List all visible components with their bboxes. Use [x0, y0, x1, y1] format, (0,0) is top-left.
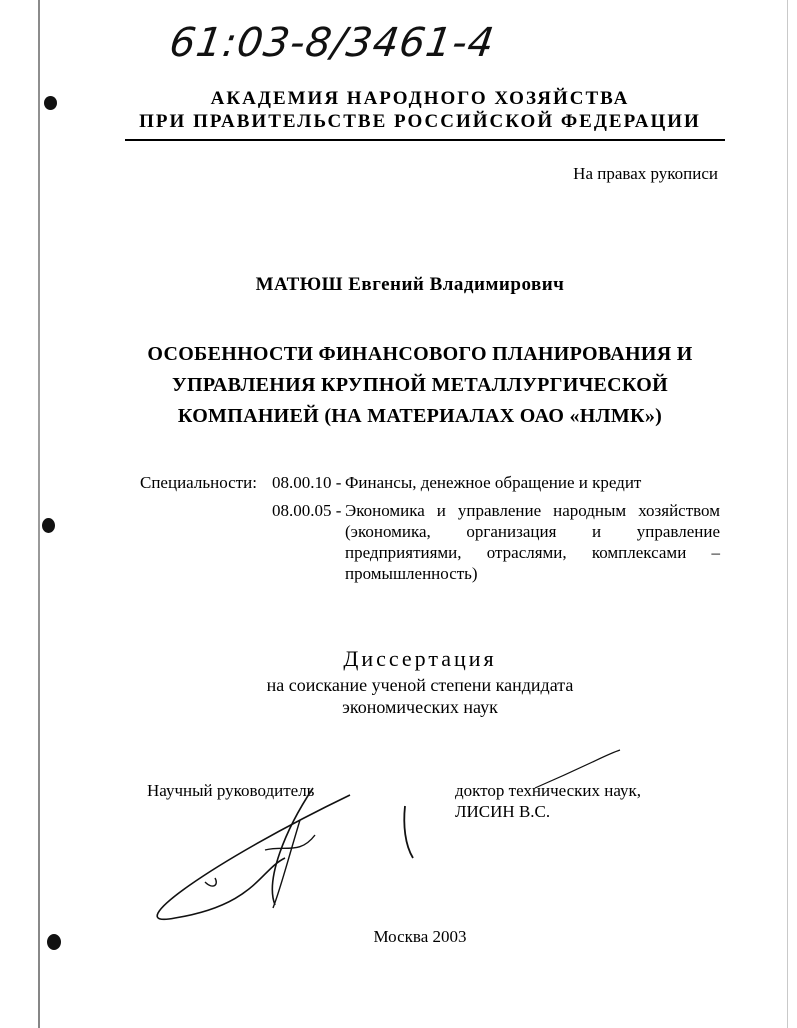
supervisor-degree: доктор технических наук,: [455, 781, 642, 800]
specialty-description: Экономика и управление народным хозяйством: [345, 501, 720, 520]
dissertation-title-line3: КОМПАНИЕЙ (НА МАТЕРИАЛАХ ОАО «НЛМК»): [177, 405, 663, 427]
scan-edge-left: [38, 0, 40, 1028]
dissertation-title-line2: УПРАВЛЕНИЯ КРУПНОЙ МЕТАЛЛУРГИЧЕСКОЙ: [172, 374, 668, 396]
scan-edge-right: [787, 0, 788, 1028]
degree-line1: на соискание ученой степени кандидата: [266, 675, 574, 695]
punch-hole-mark: [42, 518, 55, 533]
signature-image: [135, 740, 635, 940]
specialty-description: (экономика, организация и управление: [345, 522, 720, 541]
degree-line2: экономических наук: [342, 697, 498, 717]
dissertation-title-line1: ОСОБЕННОСТИ ФИНАНСОВОГО ПЛАНИРОВАНИЯ И: [147, 343, 693, 365]
specialty-code: 08.00.05 -: [272, 501, 342, 520]
supervisor-label: Научный руководитель: [147, 781, 315, 800]
specialty-description: предприятиями, отраслями, комплексами –: [345, 543, 720, 562]
manuscript-rights-note: На правах рукописи: [573, 164, 718, 183]
academy-name-line2: ПРИ ПРАВИТЕЛЬСТВЕ РОССИЙСКОЙ ФЕДЕРАЦИИ: [139, 111, 701, 132]
handwritten-archive-code: 61:03-8/3461-4: [166, 20, 498, 66]
punch-hole-mark: [47, 934, 61, 950]
author-name: МАТЮШ Евгений Владимирович: [255, 274, 565, 295]
specialty-description: Финансы, денежное обращение и кредит: [345, 473, 642, 492]
specialties-label: Специальности:: [140, 473, 257, 492]
academy-name-line1: АКАДЕМИЯ НАРОДНОГО ХОЗЯЙСТВА: [210, 88, 630, 109]
document-type-heading: Диссертация: [343, 646, 497, 671]
supervisor-name: ЛИСИН В.С.: [455, 802, 551, 821]
punch-hole-mark: [44, 96, 57, 110]
place-and-year: Москва 2003: [373, 927, 467, 946]
specialty-description: промышленность): [345, 564, 478, 583]
specialty-code: 08.00.10 -: [272, 473, 342, 492]
header-divider: [125, 139, 725, 141]
